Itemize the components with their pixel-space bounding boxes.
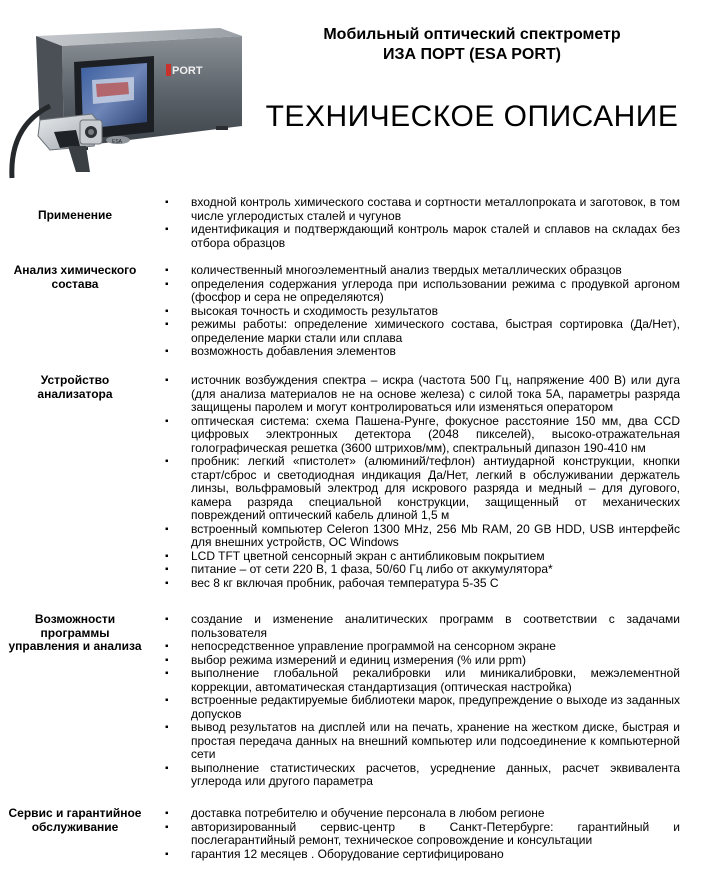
- list-item: ▪ вес 8 кг включая пробник, рабочая температура 5-35 С: [165, 575, 499, 590]
- list-item: ▪ идентификация и подтверждающий контроль марок сталей и сплавов на складах без отбора образцов: [165, 222, 680, 250]
- section-label-service: Сервис и гарантийное обслуживание: [8, 806, 142, 834]
- section-label-software: Возможности программы управления и анализа: [8, 612, 142, 653]
- list-item: ▪ авторизированный сервис-центр в Санкт-Петербурге: гарантийный и послегарантийный ремонт, техническое сопровождение и консультации: [165, 819, 680, 847]
- list-item: ▪ создание и изменение аналитических программ в соответствии с задачами пользователя: [165, 612, 680, 640]
- list-item: ▪ питание – от сети 220 В, 1 фаза, 50/60 Гц либо от аккумулятора*: [165, 562, 553, 576]
- list-item: ▪ определения содержания углерода при использовании режима с продувкой аргоном (фосфор и сера не определяются): [165, 276, 680, 304]
- list-item: ▪ возможность добавления элементов: [165, 344, 396, 358]
- spectrometer-photo: [6, 22, 246, 182]
- list-item: ▪ LCD TFT цветной сенсорный экран с антибликовым покрытием: [165, 548, 545, 563]
- device-brand-label: PORT: [172, 65, 203, 77]
- list-item: ▪ источник возбуждения спектра – искра (частота 500 Гц, напряжение 400 В) или дуга (для анализа материалов не на основе железа) с силой тока 5А, параметры разряда защищены паролем и могут контролироваться или изменяться оператором: [165, 373, 680, 414]
- list-item: ▪ входной контроль химического состава и сортности металлопроката и заготовок, в том числе углеродистых сталей и чугунов: [165, 195, 680, 223]
- list-item: ▪ пробник: легкий «пистолет» (алюминий/тефлон) антиударной конструкции, кнопки старт/сброс и светодиодная индикация Да/Нет, легкий в обслуживании держатель линзы, вольфрамовый электрод для искрового разряда и медный – для дугового, камера разряда специальной конструкции, защищенный от механических повреждений оптический кабель длиной 1,5 м: [165, 454, 680, 522]
- list-item: ▪ встроенные редактируемые библиотеки марок, предупреждение о выходе из заданных допусков: [165, 693, 680, 721]
- section-list-analyzer-design: [164, 374, 680, 590]
- section-list-service: [164, 807, 680, 861]
- list-item: ▪ непосредственное управление программой на сенсорном экране: [165, 639, 556, 653]
- section-list-software: [164, 613, 680, 789]
- list-item: ▪ высокая точность и сходимость результатов: [165, 303, 438, 318]
- list-item: ▪ выполнение глобальной рекалибровки или миникалибровки, межэлементной коррекции, автоматическая стандартизация (оптическая настройка): [165, 666, 680, 694]
- section-label-chemical-analysis: Анализ химического состава: [13, 263, 137, 291]
- list-item: ▪ гарантия 12 месяцев . Оборудование сертифицировано: [165, 846, 504, 861]
- list-item: ▪ выполнение статистических расчетов, усреднение данных, расчет эквивалента углерода или другого параметра: [165, 760, 680, 788]
- product-name: ИЗА ПОРТ (ESA PORT): [383, 46, 561, 63]
- technical-description-heading: ТЕХНИЧЕСКОЕ ОПИСАНИЕ: [265, 100, 679, 133]
- list-item: ▪ оптическая система: схема Пашена-Рунге, фокусное расстояние 150 мм, два CCD цифровых электронных детектора (2048 пикселей), высоко-отражательная голографическая решетка (3600 штрихов/мм), спектральный дипазон 190-410 нм: [165, 413, 680, 455]
- list-item: ▪ встроенный компьютер Celeron 1300 MHz, 256 Mb RAM, 20 GB HDD, USB интерфейс для внешних устройств, ОС Windows: [165, 521, 680, 549]
- section-list-application: [164, 196, 680, 250]
- document-title: Мобильный оптический спектрометр: [323, 26, 621, 43]
- device-button-label: ESA: [112, 139, 123, 145]
- list-item: ▪ вывод результатов на дисплей или на печать, хранение на жестком диске, быстрая и простая передача данных на внешний компьютер или подсоединение к компьютерной сети: [165, 720, 680, 761]
- list-item: ▪ доставка потребителю и обучение персонала в любом регионе: [165, 806, 545, 820]
- list-item: ▪ количественный многоэлементный анализ твердых металлических образцов: [165, 263, 622, 277]
- section-label-application: Применение: [37, 208, 113, 222]
- list-item: ▪ режимы работы: определение химического состава, быстрая сортировка (Да/Нет), определение марки стали или сплава: [165, 317, 680, 345]
- section-label-analyzer-design: Устройство анализатора: [37, 373, 113, 401]
- section-list-chemical-analysis: [164, 264, 680, 359]
- list-item: ▪ выбор режима измерений и единиц измерения (% или ppm): [165, 652, 527, 667]
